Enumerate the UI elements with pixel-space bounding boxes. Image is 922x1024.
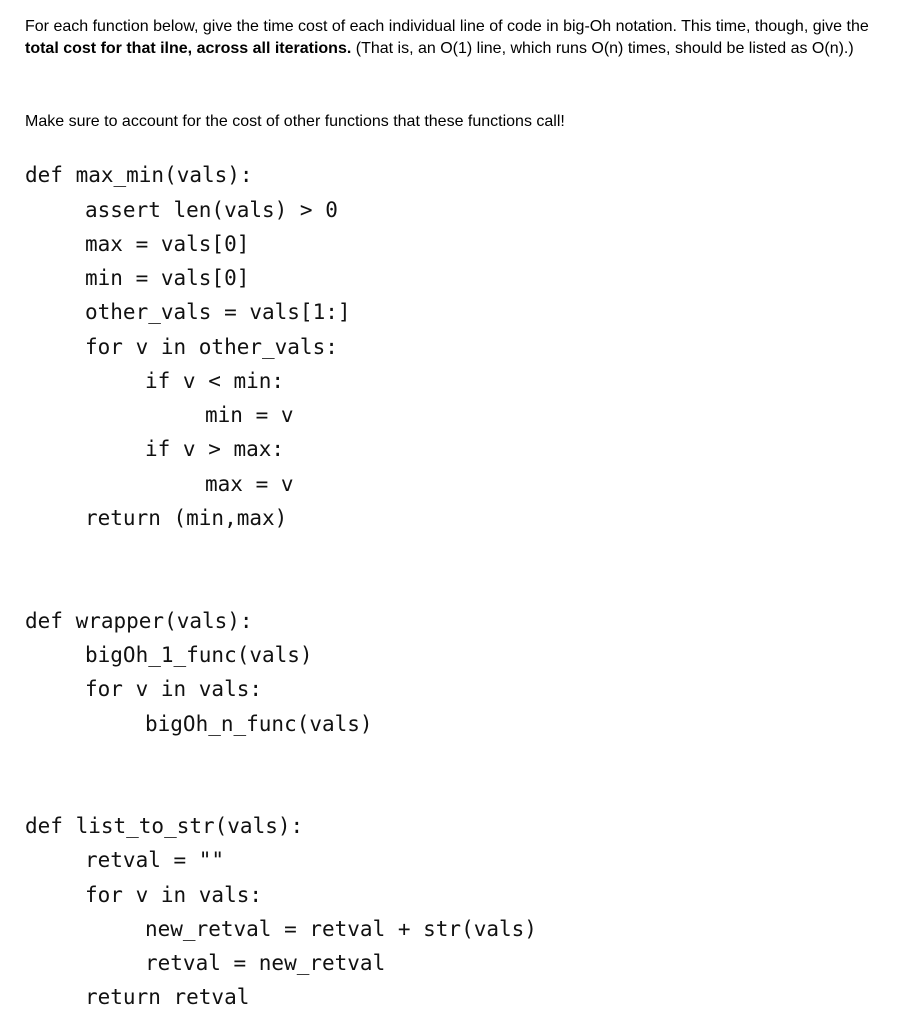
code-line: retval = new_retval: [145, 951, 386, 975]
instructions-text-b: (That is, an O(1) line, which runs O(n) times, should be listed as O(n).): [351, 40, 854, 57]
instructions-note: Make sure to account for the cost of other functions that these functions call!: [25, 113, 565, 130]
code-line: min = vals[0]: [85, 266, 250, 290]
code-line: bigOh_1_func(vals): [85, 643, 313, 667]
code-line: max = vals[0]: [85, 232, 250, 256]
code-line: assert len(vals) > 0: [85, 198, 338, 222]
code-line-def-wrapper: def wrapper(vals):: [25, 609, 253, 633]
code-line-def-list-to-str: def list_to_str(vals):: [25, 814, 304, 838]
code-line: for v in vals:: [85, 883, 263, 907]
code-line: return (min,max): [85, 506, 288, 530]
code-line: bigOh_n_func(vals): [145, 712, 373, 736]
instructions-text-a: For each function below, give the time cost of each individual line of code in big-Oh notation. This time, though, give the: [25, 18, 869, 35]
code-line: if v > max:: [145, 437, 285, 461]
code-line: retval = "": [85, 848, 225, 872]
code-line: other_vals = vals[1:]: [85, 300, 351, 324]
code-line: for v in vals:: [85, 677, 263, 701]
code-line: max = v: [205, 472, 294, 496]
code-line: return retval: [85, 985, 250, 1009]
code-line: new_retval = retval + str(vals): [145, 917, 537, 941]
code-line: min = v: [205, 403, 294, 427]
code-line: for v in other_vals:: [85, 335, 338, 359]
instructions-emphasis: total cost for that ilne, across all iterations.: [25, 40, 352, 57]
code-line: if v < min:: [145, 369, 285, 393]
code-line-def-max-min: def max_min(vals):: [25, 163, 253, 187]
